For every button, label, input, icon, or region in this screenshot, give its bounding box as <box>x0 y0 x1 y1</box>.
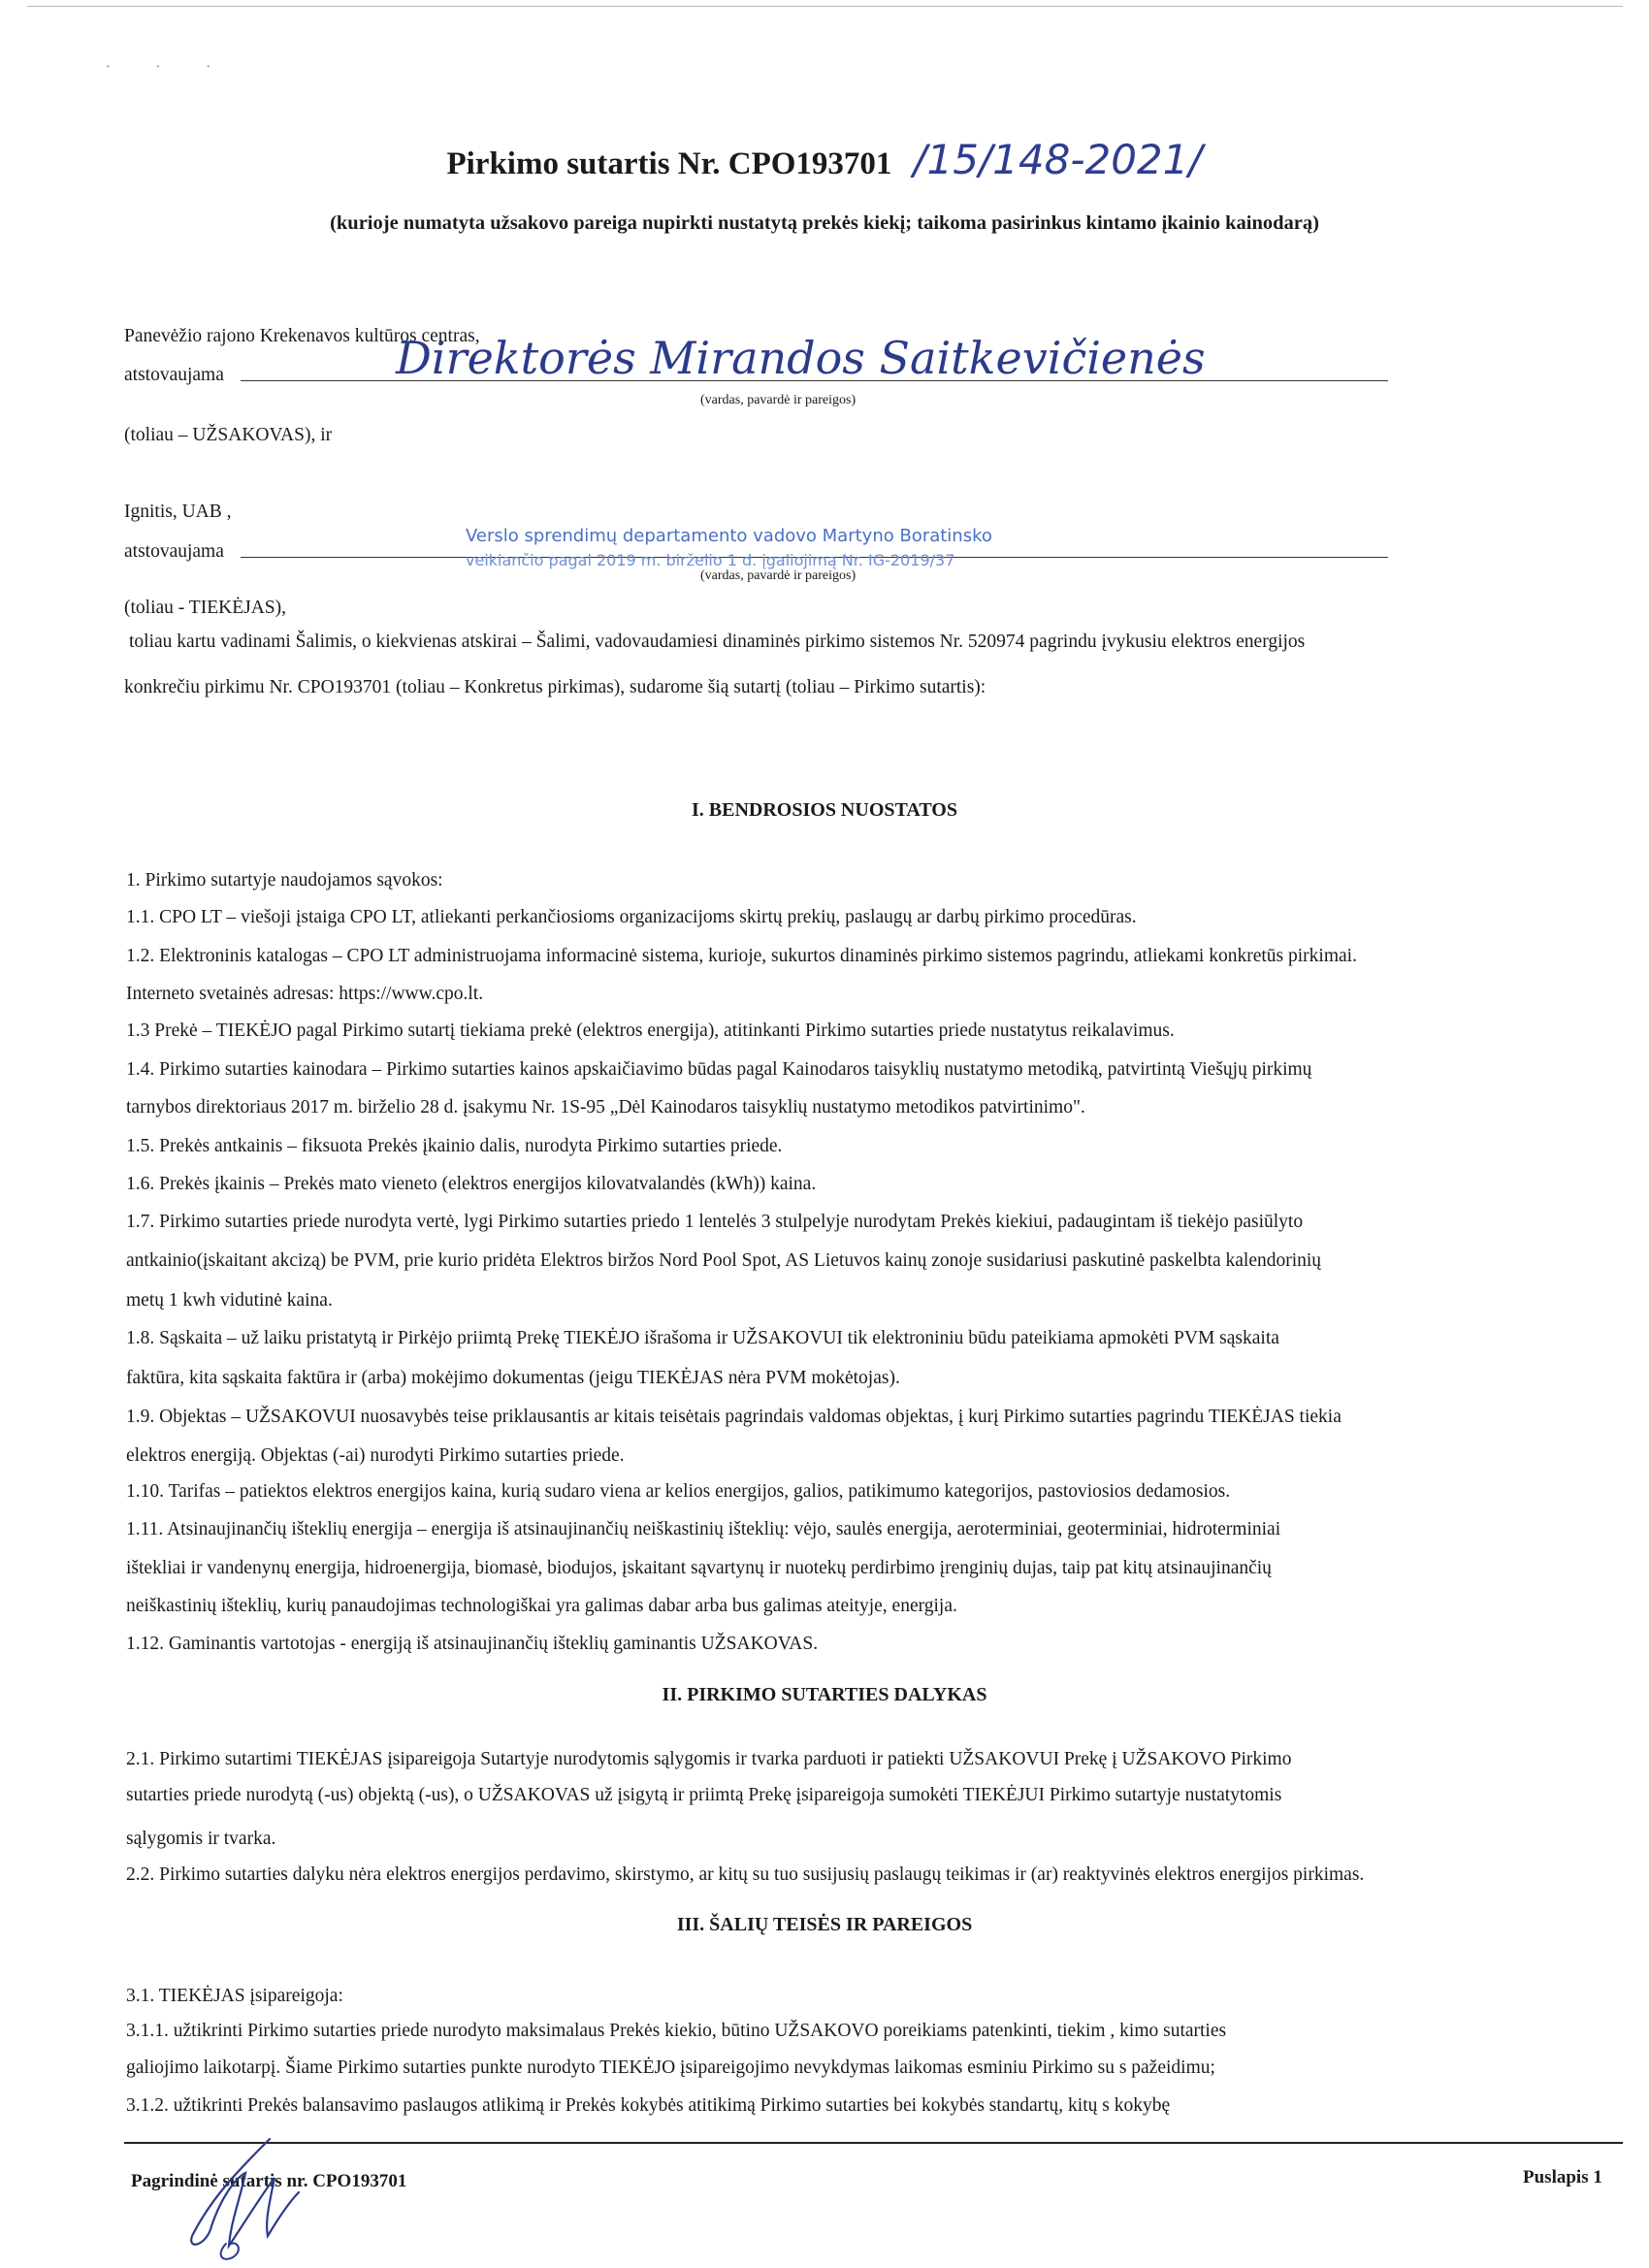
section-title-subject: II. PIRKIMO SUTARTIES DALYKAS <box>662 1684 987 1705</box>
clause-line: 1. Pirkimo sutartyje naudojamos sąvokos: <box>126 870 443 891</box>
supplier-represented-label: atstovaujama <box>124 541 224 562</box>
supplier-name: Ignitis, UAB , <box>124 502 232 522</box>
scan-specks: · · · <box>105 56 231 78</box>
clause-line: 1.12. Gaminantis vartotojas - energiją iš atsinaujinančių išteklių gaminantis UŽSAKOVAS. <box>126 1634 819 1654</box>
document-subtitle: (kurioje numatyta užsakovo pareiga nupirkti nustatytą prekės kiekį; taikoma pasirinkus kintamo įkainio kainodarą) <box>330 212 1319 234</box>
clause-line: antkainio(įskaitant akcizą) be PVM, prie kurio pridėta Elektros biržos Nord Pool Spot, AS Lietuvos kainų zonoje susidariusi paskutinė paskelbta kalendorinių <box>126 1250 1322 1271</box>
footer-contract-ref: Pagrindinė sutartis nr. CPO193701 <box>131 2171 407 2191</box>
customer-alias: (toliau – UŽSAKOVAS), ir <box>124 425 333 445</box>
clause-line: neiškastinių išteklių, kurių panaudojimas technologiškai yra galimas dabar arba bus galimas ateityje, energija. <box>126 1596 957 1616</box>
supplier-caption: (vardas, pavardė ir pareigos) <box>700 568 857 583</box>
clause-line: 3.1.1. užtikrinti Pirkimo sutarties priede nurodyto maksimalaus Prekės kiekio, būtino UŽSAKOVO poreikiams patenkinti, tiekim , kimo sutarties <box>126 2021 1227 2041</box>
handwritten-registration-number: /15/148-2021/ <box>913 136 1203 183</box>
intro-line: toliau kartu vadinami Šalimis, o kiekvienas atskirai – Šalimi, vadovaudamiesi dinaminės pirkimo sistemos Nr. 520974 pagrindu įvykusiu elektros energijos <box>129 632 1306 652</box>
top-border <box>27 6 1623 7</box>
clause-line: 1.2. Elektroninis katalogas – CPO LT administruojama informacinė sistema, kurioje, sukurtos dinaminės pirkimo sistemos pagrindu, atliekami konkretūs pirkimai. <box>126 946 1357 966</box>
clause-line: 1.11. Atsinaujinančių išteklių energija – energija iš atsinaujinančių neiškastinių išteklių: vėjo, saulės energija, aeroterminiai, geoterminiai, hidroterminiai <box>126 1519 1281 1539</box>
clause-line: 1.5. Prekės antkainis – fiksuota Prekės įkainio dalis, nurodyta Pirkimo sutarties priede. <box>126 1136 783 1156</box>
clause-line: tarnybos direktoriaus 2017 m. birželio 28 d. įsakymu Nr. 1S-95 „Dėl Kainodaros taisyklių nustatymo metodikos patvirtinimo". <box>126 1097 1085 1118</box>
footer-page-number: Puslapis 1 <box>1523 2167 1602 2187</box>
section-title-rights: III. ŠALIŲ TEISĖS IR PAREIGOS <box>676 1914 973 1935</box>
clause-line: metų 1 kwh vidutinė kaina. <box>126 1290 333 1311</box>
document-title <box>0 136 1649 183</box>
handwritten-representative: Direktorės Mirandos Saitkevičienės <box>396 332 1206 384</box>
clause-line: 1.10. Tarifas – patiektos elektros energijos kaina, kurią sudaro viena ar kelios energijos, galios, patikimumo kategorijos, pastoviosios dedamosios. <box>126 1481 1231 1502</box>
title-text: Pirkimo sutartis Nr. CPO193701 <box>446 146 892 181</box>
customer-name: Panevėžio rajono Krekenavos kultūros centras, <box>124 326 480 346</box>
clause-line: 2.2. Pirkimo sutarties dalyku nėra elektros energijos perdavimo, skirstymo, ar kitų su tuo susijusių paslaugų teikimas ir (ar) reaktyvinės elektros energijos pirkimas. <box>126 1864 1365 1885</box>
clause-line: 1.6. Prekės įkainis – Prekės mato vieneto (elektros energijos kilovatvalandės (kWh)) kaina. <box>126 1174 817 1194</box>
clause-line: faktūra, kita sąskaita faktūra ir (arba) mokėjimo dokumentas (jeigu TIEKĖJAS nėra PVM mokėtojas). <box>126 1368 900 1388</box>
clause-line: ištekliai ir vandenynų energija, hidroenergija, biomasė, biodujos, įskaitant sąvartynų ir nuotekų perdirbimo įrenginių dujas, taip pat kitų atsinaujinančių <box>126 1558 1272 1578</box>
section-title-general: I. BENDROSIOS NUOSTATOS <box>692 799 957 821</box>
clause-line: 3.1. TIEKĖJAS įsipareigoja: <box>126 1986 343 2006</box>
customer-represented-label: atstovaujama <box>124 365 224 385</box>
clause-line: 2.1. Pirkimo sutartimi TIEKĖJAS įsipareigoja Sutartyje nurodytomis sąlygomis ir tvarka parduoti ir patiekti UŽSAKOVUI Prekę į UŽSAKOVO Pirkimo <box>126 1749 1292 1769</box>
handwritten-initials-signature <box>153 2129 347 2265</box>
clause-line: galiojimo laikotarpį. Šiame Pirkimo sutarties punkte nurodyto TIEKĖJO įsipareigojimo nevykdymas laikomas esminiu Pirkimo su s pažeidimu; <box>126 2057 1215 2078</box>
clause-line: sąlygomis ir tvarka. <box>126 1829 276 1849</box>
clause-line: 1.8. Sąskaita – už laiku pristatytą ir Pirkėjo priimtą Prekę TIEKĖJO išrašoma ir UŽSAKOVUI tik elektroniniu būdu pateikiama apmokėti PVM sąskaita <box>126 1328 1279 1348</box>
clause-line: sutarties priede nurodytą (-us) objektą (-us), o UŽSAKOVAS už įsigytą ir priimtą Prekę įsipareigoja sumokėti TIEKĖJUI Pirkimo sutartyje nustatytomis <box>126 1785 1282 1805</box>
clause-line: 1.1. CPO LT – viešoji įstaiga CPO LT, atliekanti perkančiosioms organizacijoms skirtų prekių, paslaugų ar darbų pirkimo procedūras. <box>126 907 1137 927</box>
supplier-digital-signature-line2: veikiančio pagal 2019 m. birželio 1 d. įgaliojimą Nr. IG-2019/37 <box>466 551 955 569</box>
clause-line: elektros energiją. Objektas (-ai) nurodyti Pirkimo sutarties priede. <box>126 1445 625 1466</box>
clause-line: 1.7. Pirkimo sutarties priede nurodyta vertė, lygi Pirkimo sutarties priedo 1 lentelės 3 stulpelyje nurodytam Prekės kiekiui, padaugintam iš tiekėjo pasiūlyto <box>126 1212 1304 1232</box>
clause-line: 1.3 Prekė – TIEKĖJO pagal Pirkimo sutartį tiekiama prekė (elektros energija), atitinkanti Pirkimo sutarties priede nustatytus reikalavimus. <box>126 1021 1175 1041</box>
supplier-digital-signature-line1: Verslo sprendimų departamento vadovo Martyno Boratinsko <box>466 526 992 546</box>
clause-line: 1.4. Pirkimo sutarties kainodara – Pirkimo sutarties kainos apskaičiavimo būdas pagal Kainodaros taisyklių nustatymo metodiką, patvirtintą Viešųjų pirkimų <box>126 1059 1312 1080</box>
supplier-alias: (toliau - TIEKĖJAS), <box>124 598 286 618</box>
footer-divider <box>124 2142 1623 2144</box>
customer-caption: (vardas, pavardė ir pareigos) <box>700 393 857 407</box>
intro-line: konkrečiu pirkimu Nr. CPO193701 (toliau – Konkretus pirkimas), sudarome šią sutartį (toliau – Pirkimo sutartis): <box>124 677 986 697</box>
clause-line: Interneto svetainės adresas: https://www.cpo.lt. <box>126 984 484 1004</box>
clause-line: 1.9. Objektas – UŽSAKOVUI nuosavybės teise priklausantis ar kitais teisėtais pagrindais valdomas objektas, į kurį Pirkimo sutarties pagrindu TIEKĖJAS tiekia <box>126 1407 1342 1427</box>
clause-line: 3.1.2. užtikrinti Prekės balansavimo paslaugos atlikimą ir Prekės kokybės atitikimą Pirkimo sutarties bei kokybės standartų, kitų s kokybę <box>126 2095 1171 2116</box>
